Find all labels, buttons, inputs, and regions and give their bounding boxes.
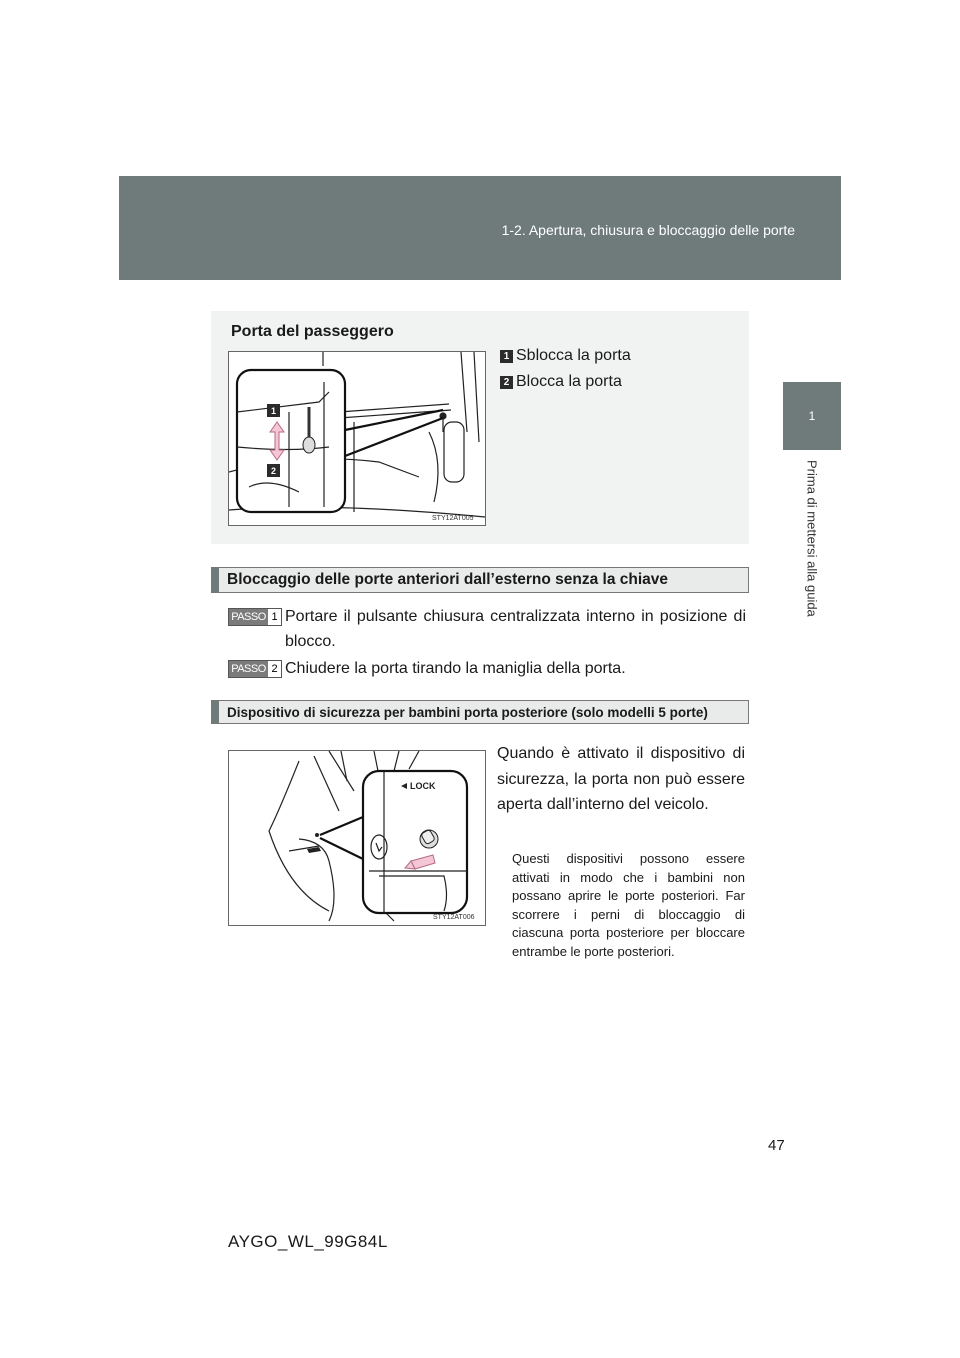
step-text: Portare il pulsante chiusura centralizzata interno in posizione di blocco. <box>285 608 746 650</box>
legend-item-lock <box>500 373 622 391</box>
step-badge: PASSO 2 <box>228 660 282 678</box>
chapter-title: Prima di mettersi alla guida <box>804 460 820 617</box>
legend-item-unlock <box>500 347 631 365</box>
section-heading: 1-2. Apertura, chiusura e bloccaggio delle porte <box>501 222 795 238</box>
svg-text:1: 1 <box>270 406 277 416</box>
figure-code: STY12AT006 <box>433 914 475 921</box>
section-title-front-locking: Bloccaggio delle porte anteriori dall’esterno senza la chiave <box>211 567 749 593</box>
step-2 <box>228 656 746 681</box>
header-band <box>119 176 841 280</box>
legend-text: Sblocca la porta <box>516 347 631 364</box>
section-title-child-lock: Dispositivo di sicurezza per bambini porta posteriore (solo modelli 5 porte) <box>211 700 749 724</box>
lock-label: LOCK <box>410 781 436 791</box>
legend-number-box: 1 <box>500 350 513 363</box>
child-lock-note: Questi dispositivi possono essere attivati in modo che i bambini non possano aprire le porte posteriori. Far scorrere i perni di bloccaggio di ciascuna porta posteriore per bloccare entrambe le porte posteriori. <box>512 851 745 959</box>
legend-text: Blocca la porta <box>516 373 622 390</box>
step-1 <box>228 604 746 654</box>
step-badge: PASSO 1 <box>228 608 282 626</box>
page-number: 47 <box>768 1137 785 1154</box>
passenger-door-illustration <box>228 351 486 526</box>
svg-text:2: 2 <box>270 466 277 476</box>
figure-code: STY12AT005 <box>432 515 474 522</box>
step-text: Chiudere la porta tirando la maniglia della porta. <box>285 660 626 677</box>
chapter-tab: 1 <box>783 382 841 450</box>
legend-number-box: 2 <box>500 376 513 389</box>
document-code: AYGO_WL_99G84L <box>228 1232 388 1251</box>
child-lock-illustration <box>228 750 486 926</box>
panel-title: Porta del passeggero <box>231 323 394 340</box>
child-lock-description: Quando è attivato il dispositivo di sicurezza, la porta non può essere aperta dall’interno del veicolo. <box>497 745 745 813</box>
